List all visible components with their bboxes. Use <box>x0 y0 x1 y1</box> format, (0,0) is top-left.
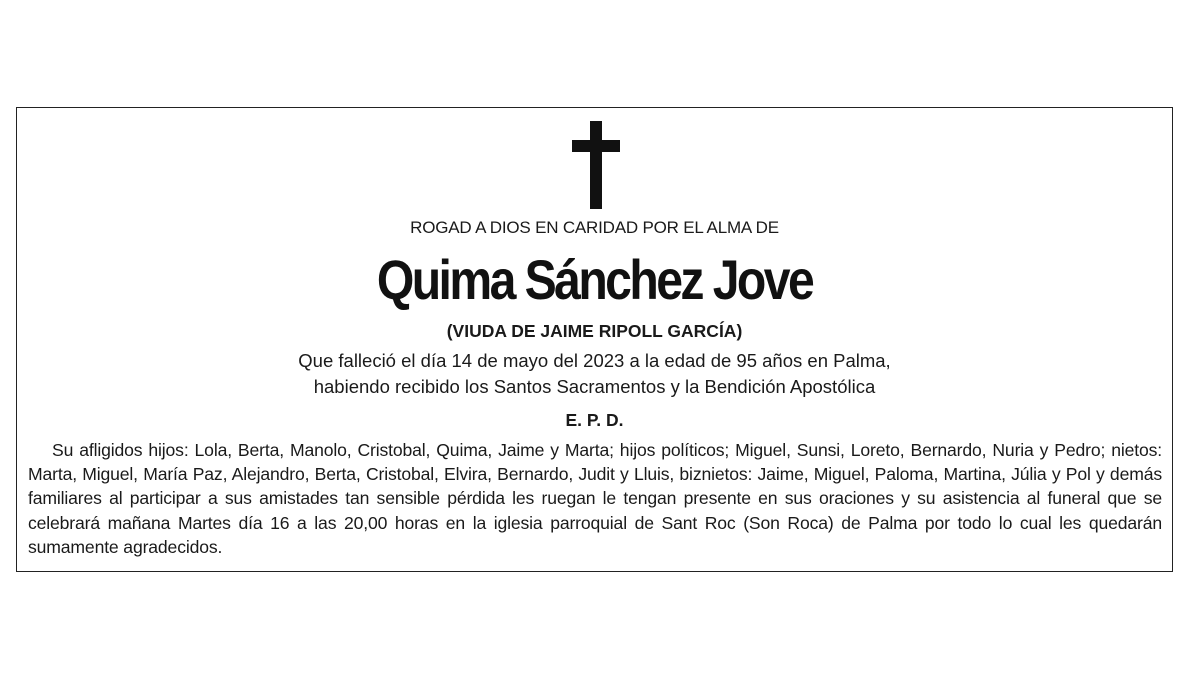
epd-line: E. P. D. <box>565 410 624 430</box>
widow-line: (VIUDA DE JAIME RIPOLL GARCÍA) <box>446 321 743 341</box>
death-details-line-2: habiendo recibido los Santos Sacramentos y la Bendición Apostólica <box>313 376 876 397</box>
cross-vertical-bar <box>590 121 602 209</box>
notice-header: ROGAD A DIOS EN CARIDAD POR EL ALMA DE <box>410 218 779 237</box>
death-details-line-1: Que falleció el día 14 de mayo del 2023 a la edad de 95 años en Palma, <box>298 350 891 371</box>
cross-horizontal-bar <box>572 140 620 152</box>
cross-icon <box>572 121 620 209</box>
deceased-name: Quima Sánchez Jove <box>376 248 813 311</box>
family-announcement-text: Su afligidos hijos: Lola, Berta, Manolo, Cristobal, Quima, Jaime y Marta; hijos políticos; Miguel, Sunsi, Loreto, Bernardo, Nuria y Pedro; nietos: Marta, Miguel, María Paz, Alejandro, Berta, Cristobal, Elvira, Bernardo, Judit y Lluis, biznietos: Jaime, Miguel, Paloma, Martina, Júlia y Pol y demás familiares al participar a sus amistades tan sensible pérdida les ruegan le tengan presente en sus oraciones y su asistencia al funeral que se celebrará mañana Martes día 16 a las 20,00 horas en la iglesia parroquial de Sant Roc (Son Roca) de Palma por todo lo cual les quedarán sumamente agradecidos. <box>28 440 1162 557</box>
obituary-notice <box>16 107 1173 572</box>
